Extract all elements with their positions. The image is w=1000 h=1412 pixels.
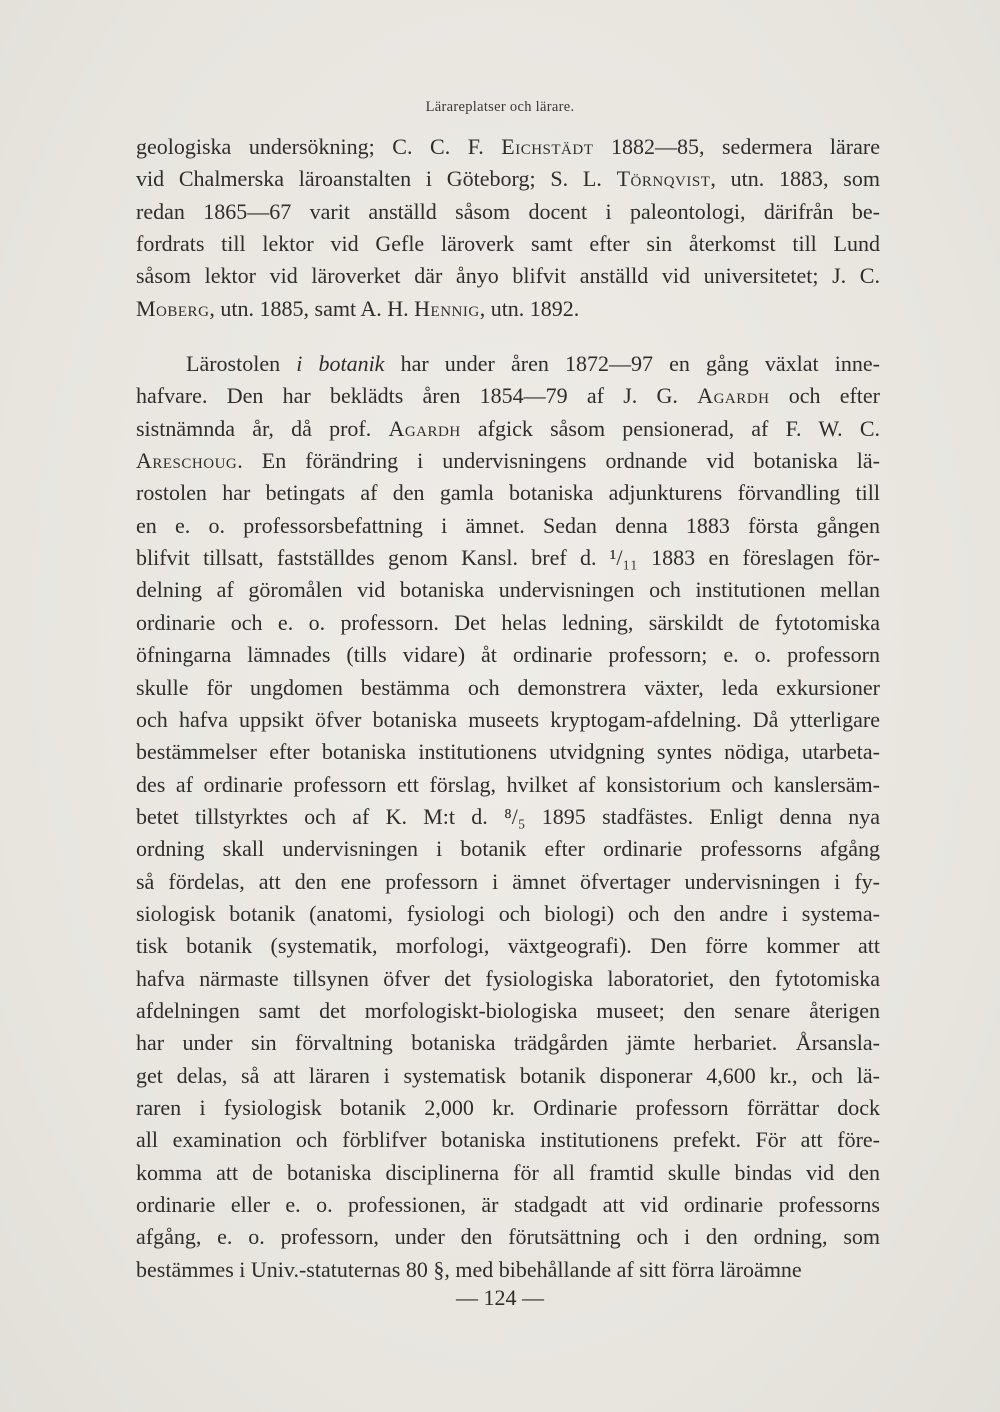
text-line [136,639,880,671]
text-run: sistnämnda år, då prof. [136,415,389,441]
paragraph-gap [136,325,880,348]
text-line [136,380,880,412]
text-run: bestämmes i Univ.-statuternas 80 §, med bibehållande af sitt förra läroämne [136,1256,802,1282]
text-line [136,196,880,228]
text-run: tisk botanik (systematik, morfologi, växtgeografi). Den förre kommer att [136,933,880,959]
text-line [136,930,880,962]
text-line [136,1189,880,1221]
person-name: Areschoug [136,448,238,474]
text-line [136,1092,880,1124]
text-line [136,510,880,542]
text-line [136,445,880,477]
person-name: Eichstädt [501,134,594,159]
text-line [136,963,880,995]
page-number: — 124 — [456,1285,544,1310]
paragraph [136,131,880,325]
text-run: ordning skall undervisningen i botanik efter ordinarie professorns afgång [136,836,880,862]
text-run: all examination och förblifver botaniska institutionens prefekt. För att före- [136,1127,880,1153]
text-line [136,672,880,704]
text-run: ordinarie och e. o. professorn. Det helas ledning, särskildt de fytotomiska [136,609,880,635]
text-line [136,413,880,445]
text-run: betet tillstyrktes och af K. M:t d. ⁸/₅ 1895 stadfästes. Enligt denna nya [136,803,880,829]
text-run: ordinarie eller e. o. professionen, är stadgadt att vid ordinarie professorns [136,1192,880,1217]
text-line [136,542,880,574]
body-text [136,131,880,1286]
text-run: afgick såsom pensionerad, af F. W. C. [460,415,880,441]
text-line [136,131,880,163]
person-name: Törnqvist [616,166,711,192]
text-line [136,833,880,865]
text-run: , utn. 1885, samt A. H. [209,295,415,321]
text-run: raren i fysiologisk botanik 2,000 kr. Ordinarie professorn förrättar dock [136,1094,880,1120]
text-run: bestämmelser efter botaniska institutionens utvidgning syntes nödiga, utarbeta- [136,739,880,765]
text-run: så fördelas, att den ene professorn i ämnet öfvertager undervisningen i fy- [136,868,880,894]
text-run: blifvit tillsatt, fastställdes genom Kansl. bref d. ¹/₁₁ 1883 en föreslagen för- [136,545,880,571]
text-run: skulle för ungdomen bestämma och demonstrera växter, leda exkursioner [136,674,880,700]
text-run: vid Chalmerska läroanstalten i Göteborg; S. L. [136,166,617,192]
paragraph [136,348,880,1286]
text-run: såsom lektor vid läroverket där ånyo blifvit anställd vid universitetet; J. C. [136,263,880,289]
person-name: Agardh [388,415,461,441]
text-run: 1882—85, sedermera lärare [593,134,880,159]
text-line [136,574,880,606]
text-run: afdelningen samt det morfologiskt-biologiska museet; den senare återigen [136,997,880,1023]
text-run: fordrats till lektor vid Gefle läroverk samt efter sin återkomst till Lund [136,231,880,257]
text-line [136,1157,880,1189]
text-line [136,898,880,930]
running-head: Lärareplatser och lärare. [425,99,575,115]
text-run: öfningarna lämnades (tills vidare) åt ordinarie professorn; e. o. professorn [136,642,880,668]
text-run: geologiska undersökning; C. C. F. [136,134,502,159]
text-run: har under sin förvaltning botaniska trädgården jämte herbariet. Årsansla- [136,1030,880,1056]
text-run: och hafva uppsikt öfver botaniska museets kryptogam-afdelning. Då ytterligare [136,706,880,732]
text-line [136,1254,880,1286]
text-run: afgång, e. o. professorn, under den förutsättning och i den ordning, som [136,1224,880,1250]
text-run: har under åren 1872—97 en gång växlat inne- [384,351,880,377]
text-line [136,607,880,639]
text-run: en e. o. professorsbefattning i ämnet. Sedan denna 1883 första gången [136,512,880,538]
text-run: delning af göromålen vid botaniska undervisningen och institutionen mellan [136,577,880,603]
text-run: hafvare. Den har beklädts åren 1854—79 af J. G. [136,383,698,409]
text-run: hafva närmaste tillsynen öfver det fysiologiska laboratoriet, den fytotomiska [136,965,880,991]
text-line [136,769,880,801]
text-line [136,1060,880,1092]
text-line [136,801,880,833]
text-line [136,228,880,260]
person-name: Moberg [136,295,210,321]
text-run: , utn. 1892. [479,295,580,321]
text-line [136,736,880,768]
text-line [136,477,880,509]
text-run: Lärostolen [186,351,297,377]
text-run: get delas, så att läraren i systematisk botanik disponerar 4,600 kr., och lä- [136,1062,880,1088]
text-line [136,348,880,380]
emphasis-text: i botanik [296,351,385,377]
text-run: , utn. 1883, som [710,166,880,192]
text-run: . En förändring i undervisningens ordnande vid botaniska lä- [237,448,880,474]
text-run: rostolen har betingats af den gamla botaniska adjunkturens förvandling till [136,480,880,506]
text-line [136,1221,880,1253]
text-line [136,1027,880,1059]
text-line [136,995,880,1027]
text-run: siologisk botanik (anatomi, fysiologi och biologi) och den andre i systema- [136,900,880,926]
text-run: redan 1865—67 varit anställd såsom docent i paleontologi, därifrån be- [136,198,880,224]
text-line [136,163,880,195]
text-run: och efter [769,383,881,409]
text-run: des af ordinarie professorn ett förslag, hvilket af konsistorium och kanslersäm- [136,771,880,797]
text-line [136,260,880,292]
text-line [136,1124,880,1156]
text-line [136,293,880,325]
person-name: Agardh [697,383,770,409]
text-line [136,704,880,736]
person-name: Hennig [414,295,480,321]
text-run: komma att de botaniska disciplinerna för all framtid skulle bindas vid den [136,1159,880,1185]
text-line [136,866,880,898]
